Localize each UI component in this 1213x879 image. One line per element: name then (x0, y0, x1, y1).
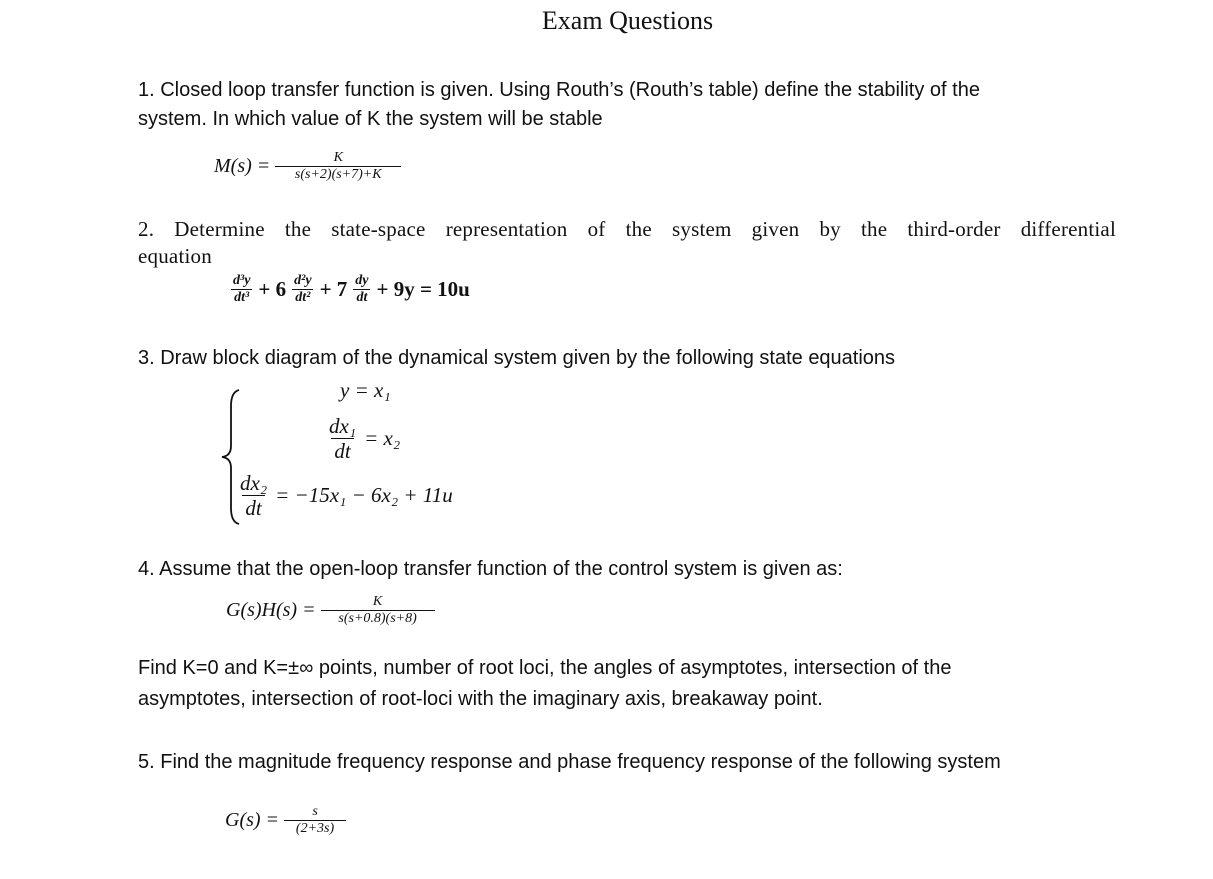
q5-denominator: (2+3s) (284, 820, 346, 837)
q1-fraction (275, 150, 401, 183)
q2-term-1-den: dt³ (231, 289, 252, 306)
q3-eq3-den: dt (242, 495, 264, 520)
question-4-find-line-2: asymptotes, intersection of root-loci with the imaginary axis, breakaway point. (138, 688, 823, 710)
q3-eq3-rhs: = −15x₁ − 6x₂ + 11u (275, 483, 453, 508)
q5-eq-lhs: G(s) = (225, 809, 280, 832)
question-4-equation (226, 594, 440, 627)
q3-eq2-num: dx₁ (329, 414, 357, 438)
q1-numerator: K (333, 150, 343, 165)
q2-rest: + 9y = 10u (376, 277, 470, 302)
q3-equation-3 (237, 471, 458, 520)
q1-denominator: s(s+2)(s+7)+K (275, 166, 401, 183)
q5-fraction (284, 804, 346, 837)
question-1-line-2: system. In which value of K the system will be stable (138, 108, 603, 130)
question-2-text (138, 216, 1116, 270)
q1-eq-lhs: M(s) = (214, 155, 271, 178)
page-title: Exam Questions (541, 6, 714, 35)
question-2-line-2: equation (138, 244, 212, 268)
question-3-text: 3. Draw block diagram of the dynamical system given by the following state equations (138, 347, 896, 369)
question-5-equation (225, 804, 351, 837)
q2-term-3 (352, 273, 371, 306)
q2-term-2-den: dt² (292, 289, 313, 306)
q3-equation-1: y = x₁ (340, 378, 391, 402)
q4-denominator: s(s+0.8)(s+8) (321, 610, 435, 627)
q4-numerator: K (372, 594, 383, 609)
question-2-line-1: 2. Determine the state-space representation of the system given by the third-order differential (138, 217, 1116, 241)
question-4-text: 4. Assume that the open-loop transfer function of the control system is given as: (138, 558, 843, 580)
q2-op-2: + 7 (319, 277, 348, 302)
q3-eq2-rhs: = x₂ (364, 426, 401, 451)
q5-numerator: s (312, 804, 318, 819)
q4-fraction (321, 594, 435, 627)
q2-term-3-den: dt (353, 289, 370, 306)
question-1-line-1: 1. Closed loop transfer function is given. Using Routh’s (Routh’s table) define the stability of the (138, 79, 980, 101)
q2-term-2 (291, 273, 314, 306)
question-1-equation (214, 150, 406, 183)
q2-op-1: + 6 (258, 277, 287, 302)
q4-eq-lhs: G(s)H(s) = (226, 599, 316, 622)
q2-term-1 (230, 273, 253, 306)
q2-term-3-num: dy (355, 273, 369, 288)
question-4-find-text (138, 654, 951, 714)
q3-equation-2 (326, 414, 405, 463)
question-5-text: 5. Find the magnitude frequency response and phase frequency response of the following system (138, 751, 1001, 773)
q3-eq3-fraction (237, 471, 270, 520)
q3-eq3-num: dx₂ (240, 471, 268, 495)
q2-term-1-num: d³y (233, 273, 251, 288)
q3-eq2-den: dt (331, 438, 353, 463)
q2-term-2-num: d²y (294, 273, 312, 288)
q3-eq2-fraction (326, 414, 359, 463)
question-2-equation (230, 273, 475, 306)
question-4-find-line-1: Find K=0 and K=±∞ points, number of root loci, the angles of asymptotes, intersection of the (138, 657, 952, 679)
question-1-text (138, 76, 980, 134)
